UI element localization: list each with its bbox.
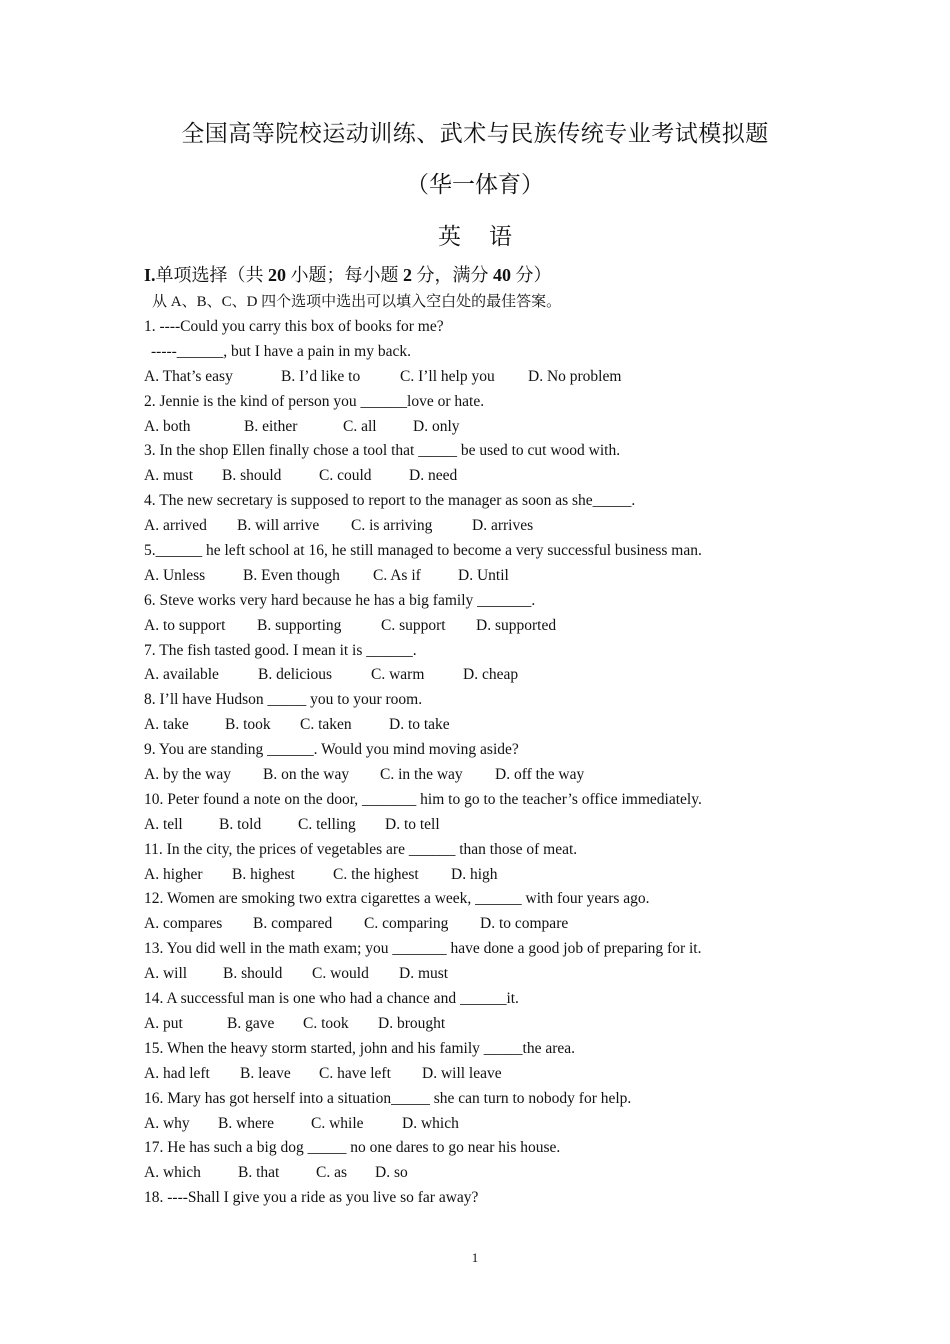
option-b: B. highest: [232, 865, 295, 883]
option-row: [144, 962, 824, 987]
option-c: C. would: [312, 965, 369, 983]
question-stem: 14. A successful man is one who had a chance and ______it.: [144, 990, 519, 1008]
option-a: A. Unless: [144, 566, 206, 584]
page-number: 1: [471, 1250, 479, 1265]
option-c: C. is arriving: [351, 517, 433, 535]
option-d: D. to compare: [480, 915, 569, 933]
option-b: B. either: [244, 417, 298, 435]
option-row: [144, 763, 824, 788]
option-row: [144, 863, 824, 888]
option-b: B. I’d like to: [281, 367, 361, 385]
option-a: A. tell: [144, 815, 183, 833]
exam-title: 全国高等院校运动训练、武术与民族传统专业考试模拟题: [181, 121, 769, 146]
option-row: [144, 912, 824, 937]
option-a: A. take: [144, 716, 189, 734]
question-stem: 9. You are standing ______. Would you mind moving aside?: [144, 741, 519, 759]
option-d: D. No problem: [528, 367, 622, 385]
section-points: 2: [403, 265, 413, 285]
option-c: C. all: [343, 417, 377, 435]
option-a: A. put: [144, 1014, 183, 1032]
option-row: [144, 365, 824, 390]
option-a: A. higher: [144, 865, 203, 883]
option-row: [144, 1161, 824, 1186]
option-c: C. telling: [298, 815, 356, 833]
option-a: A. arrived: [144, 517, 207, 535]
question-stem-continued: -----______, but I have a pain in my back.: [151, 342, 411, 360]
question-stem: 11. In the city, the prices of vegetables are ______ than those of meat.: [144, 840, 578, 858]
question-stem: 16. Mary has got herself into a situation_____ she can turn to nobody for help.: [144, 1089, 632, 1107]
subject-heading: 英语: [438, 224, 540, 249]
question-stem: 12. Women are smoking two extra cigarettes a week, ______ with four years ago.: [144, 890, 650, 908]
option-row: [144, 813, 824, 838]
option-a: A. which: [144, 1164, 201, 1182]
option-d: D. Until: [458, 566, 509, 584]
option-row: [144, 514, 824, 539]
option-b: B. Even though: [243, 566, 340, 584]
question-stem: 3. In the shop Ellen finally chose a tool that _____ be used to cut wood with.: [144, 442, 621, 460]
option-a: A. had left: [144, 1064, 210, 1082]
option-row: [144, 1062, 824, 1087]
option-d: D. will leave: [422, 1064, 502, 1082]
option-b: B. delicious: [258, 666, 333, 684]
option-c: C. the highest: [333, 865, 419, 883]
option-c: C. I’ll help you: [400, 367, 495, 385]
option-b: B. that: [238, 1164, 280, 1182]
question-stem: 15. When the heavy storm started, john and his family _____the area.: [144, 1039, 576, 1057]
option-b: B. leave: [240, 1064, 291, 1082]
option-d: D. supported: [476, 616, 557, 634]
option-c: C. support: [381, 616, 446, 634]
option-d: D. need: [409, 467, 458, 485]
question-stem: 4. The new secretary is supposed to report to the manager as soon as she_____.: [144, 492, 636, 510]
option-d: D. cheap: [463, 666, 519, 684]
question-stem: 1. ----Could you carry this box of books for me?: [144, 318, 444, 335]
option-c: C. took: [303, 1014, 349, 1032]
option-b: B. took: [225, 716, 271, 734]
option-b: B. supporting: [257, 616, 342, 634]
option-row: [144, 415, 824, 440]
section-total: 40: [493, 265, 512, 285]
option-d: D. only: [413, 417, 460, 435]
question-stem: 2. Jennie is the kind of person you ______love or hate.: [144, 392, 485, 410]
option-c: C. taken: [300, 716, 352, 734]
exam-subtitle: （华一体育）: [406, 172, 544, 197]
question-stem: 5.______ he left school at 16, he still managed to become a very successful business man.: [144, 542, 702, 560]
section-instruction: 从 A、B、C、D 四个选项中选出可以填入空白处的最佳答案。: [152, 294, 562, 310]
option-row: [144, 1012, 824, 1037]
option-d: D. which: [402, 1114, 459, 1132]
option-row: [144, 464, 824, 489]
option-c: C. warm: [371, 666, 425, 684]
option-b: B. told: [219, 815, 262, 833]
option-b: B. should: [222, 467, 282, 485]
option-b: B. will arrive: [237, 517, 320, 535]
option-d: D. arrives: [472, 517, 534, 535]
option-c: C. have left: [319, 1064, 391, 1082]
option-a: A. by the way: [144, 766, 231, 784]
option-d: D. to tell: [385, 815, 440, 833]
option-c: C. could: [319, 467, 372, 485]
option-b: B. gave: [227, 1014, 275, 1032]
option-d: D. off the way: [495, 766, 585, 784]
option-a: A. will: [144, 965, 188, 983]
section-roman: I.: [144, 265, 156, 285]
option-a: A. That’s easy: [144, 367, 233, 385]
option-c: C. while: [311, 1114, 364, 1132]
section-mid2: 分，满分: [416, 265, 489, 285]
option-d: D. must: [399, 965, 449, 983]
section-name: 单项选择（共: [155, 265, 264, 285]
section-mid1: 小题；每小题: [290, 265, 399, 285]
option-b: B. should: [223, 965, 283, 983]
option-row: [144, 564, 824, 589]
question-stem: 7. The fish tasted good. I mean it is ______.: [144, 641, 417, 659]
option-c: C. As if: [373, 566, 421, 584]
option-d: D. to take: [389, 716, 450, 734]
option-c: C. in the way: [380, 766, 463, 784]
question-stem: 10. Peter found a note on the door, _______ him to go to the teacher’s office immediately.: [144, 790, 702, 808]
option-row: [144, 663, 824, 688]
option-b: B. on the way: [263, 766, 350, 784]
option-c: C. as: [316, 1164, 347, 1182]
question-stem: 17. He has such a big dog _____ no one dares to go near his house.: [144, 1139, 561, 1157]
question-stem: 13. You did well in the math exam; you _______ have done a good job of preparing for it.: [144, 940, 702, 958]
option-row: [144, 1112, 824, 1137]
section-count: 20: [268, 265, 287, 285]
question-stem: 8. I’ll have Hudson _____ you to your room.: [144, 691, 423, 709]
option-a: A. why: [144, 1114, 190, 1132]
option-a: A. must: [144, 467, 194, 485]
option-d: D. so: [375, 1164, 408, 1182]
section-end: 分）: [515, 265, 552, 285]
question-stem: 18. ----Shall I give you a ride as you live so far away?: [144, 1189, 479, 1207]
option-row: [144, 713, 824, 738]
option-a: A. both: [144, 417, 191, 435]
option-b: B. where: [218, 1114, 274, 1132]
option-a: A. to support: [144, 616, 226, 634]
question-list: [144, 315, 824, 1211]
option-d: D. high: [451, 865, 498, 883]
option-row: [144, 614, 824, 639]
option-d: D. brought: [378, 1014, 446, 1032]
option-a: A. available: [144, 666, 219, 684]
option-b: B. compared: [253, 915, 333, 933]
option-c: C. comparing: [364, 915, 449, 933]
option-a: A. compares: [144, 915, 223, 933]
section-heading: [144, 262, 552, 288]
question-stem: 6. Steve works very hard because he has a big family _______.: [144, 591, 536, 609]
